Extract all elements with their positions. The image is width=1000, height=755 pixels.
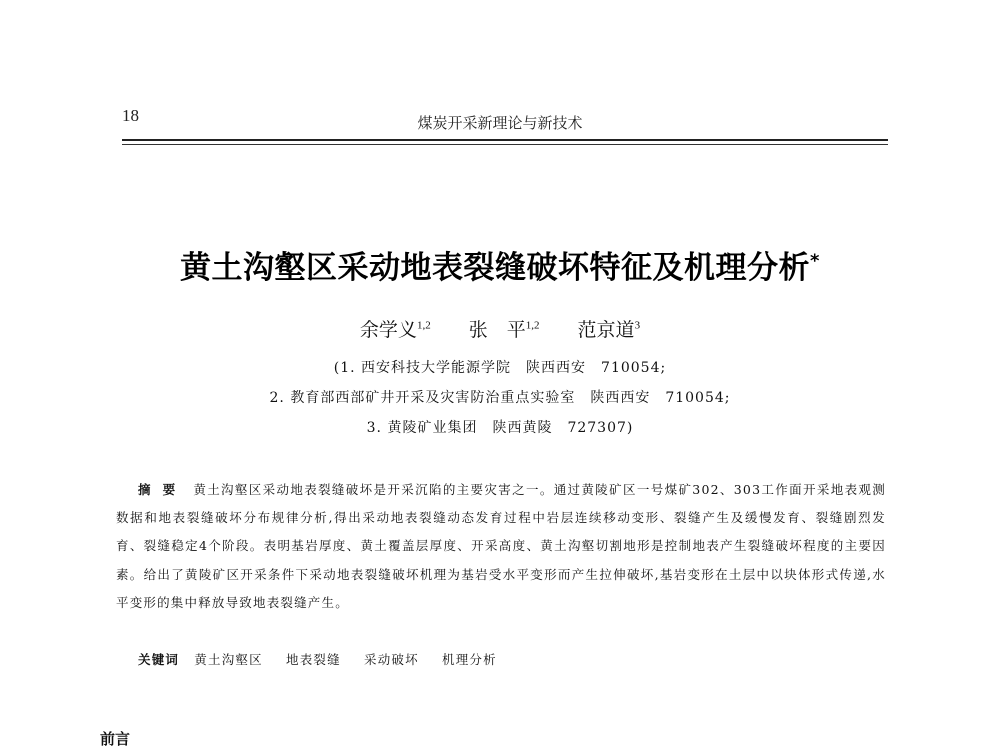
keyword: 采动破坏 [364,652,419,667]
keywords-label: 关键词 [138,652,180,667]
keyword: 黄土沟壑区 [194,652,263,667]
keywords [138,650,886,668]
author-list [100,315,900,342]
author-name: 范京道 [577,319,635,341]
author-affiliation-mark: 1,2 [416,319,431,332]
author-affiliation-mark: 1,2 [525,319,540,332]
keyword: 地表裂缝 [286,652,341,667]
header-rule-thick [122,139,888,141]
affiliation-2: 2. 教育部西部矿井开采及灾害防治重点实验室 陕西西安 710054; [269,390,731,406]
abstract [116,476,886,617]
title-footnote-mark: * [810,250,820,272]
section-heading: 前言 [100,730,131,748]
author-name: 余学义 [359,319,417,341]
affiliation-1: (1. 西安科技大学能源学院 陕西西安 710054; [333,360,667,376]
author-name: 张 平 [468,319,526,341]
author-affiliation-mark: 3 [634,319,641,332]
paper-title-text: 黄土沟壑区采动地表裂缝破坏特征及机理分析 [180,250,811,286]
author [469,315,540,342]
running-header: 煤炭开采新理论与新技术 [417,114,583,132]
page-number: 18 [122,106,139,125]
header-rule-thin [122,144,888,145]
affiliation-3: 3. 黄陵矿业集团 陕西黄陵 727307) [366,420,634,436]
author [578,315,641,342]
keyword: 机理分析 [442,652,497,667]
abstract-label: 摘要 [138,482,188,497]
paper-title [60,242,940,287]
abstract-text: 黄土沟壑区采动地表裂缝破坏是开采沉陷的主要灾害之一。通过黄陵矿区一号煤矿302、303工作面开采地表观测数据和地表裂缝破坏分布规律分析,得出采动地表裂缝动态发育过程中岩层连续移动变形、裂缝产生及缓慢发育、裂缝剧烈发育、裂缝稳定4个阶段。表明基岩厚度、黄土覆盖层厚度、开采高度、黄土沟壑切割地形是控制地表产生裂缝破坏程度的主要因素。给出了黄陵矿区开采条件下采动地表裂缝破坏机理为基岩受水平变形而产生拉伸破坏,基岩变形在土层中以块体形式传递,水平变形的集中释放导致地表裂缝产生。 [116,482,886,610]
author [360,315,431,342]
